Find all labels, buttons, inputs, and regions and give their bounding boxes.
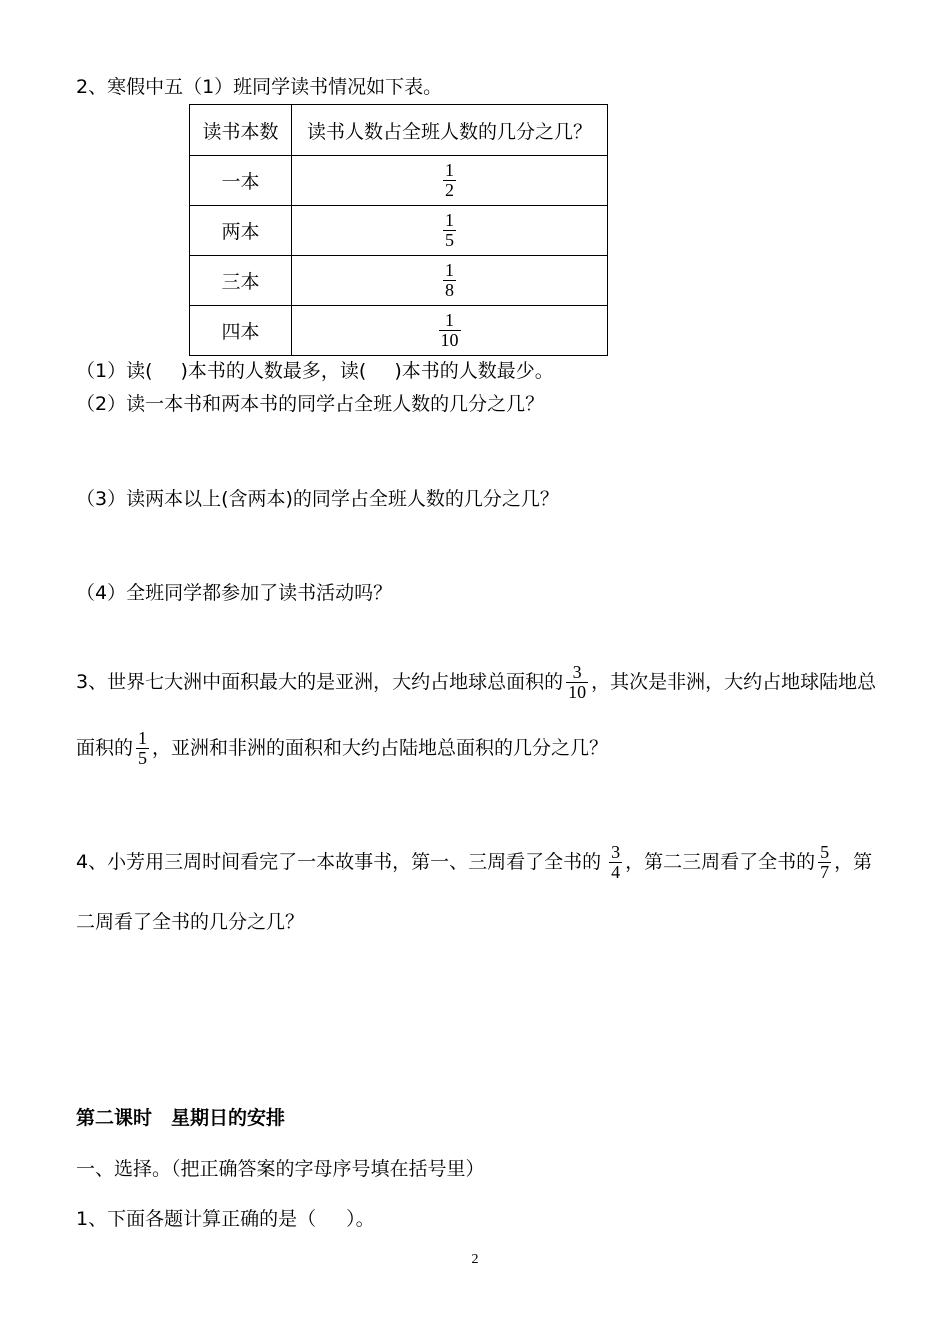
reading-table bbox=[189, 104, 608, 356]
table-cell-fraction bbox=[292, 156, 608, 206]
q3-line2-part-b: ，亚洲和非洲的面积和大约占陆地总面积的几分之几？ bbox=[152, 737, 609, 759]
fraction bbox=[439, 311, 461, 350]
numerator: 1 bbox=[445, 310, 454, 330]
numerator: 1 bbox=[445, 160, 454, 180]
table-cell-books: 一本 bbox=[190, 156, 292, 206]
denominator: 5 bbox=[445, 230, 454, 250]
numerator: 3 bbox=[572, 662, 582, 682]
numerator: 5 bbox=[820, 842, 830, 862]
choice-item-1-part-a: 1、下面各题计算正确的是（ bbox=[76, 1208, 317, 1230]
table-cell-books: 三本 bbox=[190, 256, 292, 306]
q4-line1-part-a: 4、小芳用三周时间看完了一本故事书，第一、三周看了全书的 bbox=[76, 851, 602, 873]
table-cell-fraction bbox=[292, 256, 608, 306]
denominator: 5 bbox=[138, 748, 148, 768]
q3-line1 bbox=[76, 660, 876, 704]
table-row bbox=[190, 206, 608, 256]
denominator: 10 bbox=[440, 330, 459, 350]
q4-line1-part-b: ，第二三周看了全书的 bbox=[625, 851, 816, 873]
q2-sub1-part-c: )本书的人数最少。 bbox=[394, 360, 554, 382]
choice-item-1-part-b: ）。 bbox=[346, 1208, 375, 1230]
q3-line2-part-a: 面积的 bbox=[76, 737, 134, 759]
q2-sub2: （2）读一本书和两本书的同学占全班人数的几分之几？ bbox=[76, 393, 545, 415]
q2-sub1-part-b: )本书的人数最多，读( bbox=[180, 360, 367, 382]
q3-line1-part-a: 3、世界七大洲中面积最大的是亚洲，大约占地球总面积的 bbox=[76, 671, 564, 693]
q2-sub1-part-a: （1）读( bbox=[76, 360, 153, 382]
table-row bbox=[190, 306, 608, 356]
table-row bbox=[190, 256, 608, 306]
q4-line1-part-c: ，第 bbox=[834, 851, 873, 873]
denominator: 8 bbox=[445, 280, 454, 300]
numerator: 1 bbox=[445, 210, 454, 230]
q2-sub1 bbox=[76, 357, 554, 385]
page-number: 2 bbox=[471, 1252, 479, 1267]
fraction bbox=[443, 261, 456, 300]
q4-line2: 二周看了全书的几分之几？ bbox=[76, 911, 305, 933]
table-cell-fraction bbox=[292, 206, 608, 256]
lesson-title: 第二课时 星期日的安排 bbox=[76, 1107, 286, 1129]
q3-line1-part-b: ，其次是非洲，大约占地球陆地总 bbox=[591, 671, 877, 693]
fraction bbox=[136, 729, 149, 768]
fraction bbox=[443, 211, 456, 250]
denominator: 4 bbox=[611, 862, 621, 882]
choice-item-1 bbox=[76, 1205, 375, 1233]
table-cell-books: 四本 bbox=[190, 306, 292, 356]
fraction bbox=[609, 843, 622, 882]
q2-intro: 2、寒假中五（1）班同学读书情况如下表。 bbox=[76, 76, 443, 98]
table-header-row bbox=[190, 105, 608, 156]
fraction bbox=[818, 843, 831, 882]
denominator: 7 bbox=[820, 862, 830, 882]
table-cell-fraction bbox=[292, 306, 608, 356]
q2-sub3: （3）读两本以上(含两本)的同学占全班人数的几分之几？ bbox=[76, 488, 559, 510]
table-row bbox=[190, 156, 608, 206]
denominator: 2 bbox=[445, 180, 454, 200]
q4-line1 bbox=[76, 840, 872, 884]
table-header-books: 读书本数 bbox=[190, 105, 292, 156]
denominator: 10 bbox=[568, 682, 587, 702]
q3-line2 bbox=[76, 726, 608, 770]
fraction bbox=[566, 663, 588, 702]
fraction bbox=[443, 161, 456, 200]
numerator: 3 bbox=[611, 842, 621, 862]
q2-sub4: （4）全班同学都参加了读书活动吗？ bbox=[76, 582, 393, 604]
section-title: 一、选择。（把正确答案的字母序号填在括号里） bbox=[76, 1158, 485, 1180]
table-cell-books: 两本 bbox=[190, 206, 292, 256]
numerator: 1 bbox=[445, 260, 454, 280]
table-header-fraction: 读书人数占全班人数的几分之几？ bbox=[292, 105, 608, 156]
numerator: 1 bbox=[138, 728, 148, 748]
